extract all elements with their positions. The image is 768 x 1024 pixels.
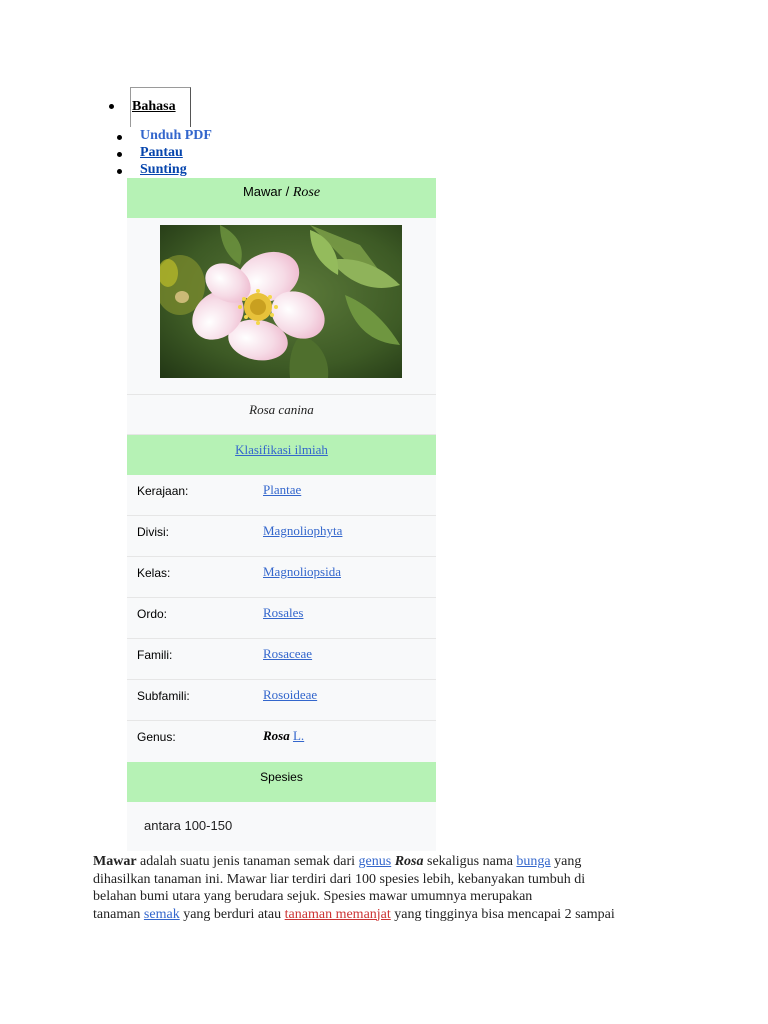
text: yang	[550, 854, 582, 869]
image-caption: Rosa canina	[249, 402, 314, 417]
genus-author-link[interactable]: L.	[292, 728, 305, 743]
paragraph-line: belahan bumi utara yang berudara sejuk. Spesies mawar umumnya merupakan	[93, 889, 533, 904]
species-header: Spesies	[260, 770, 303, 784]
text: yang berduri atau	[179, 906, 285, 922]
row-value-kingdom-link[interactable]: Plantae	[263, 482, 302, 497]
row-value-order-link[interactable]: Rosales	[263, 605, 304, 620]
paragraph-line	[93, 853, 683, 871]
divider	[127, 597, 436, 598]
article-paragraph	[93, 853, 683, 923]
row-label-genus: Genus:	[137, 730, 176, 744]
row-value-genus	[263, 728, 304, 744]
paragraph-line: dihasilkan tanaman ini. Mawar liar terdiri dari 100 spesies lebih, kebanyakan tumbuh di	[93, 871, 586, 887]
divider	[127, 394, 436, 395]
row-label-family: Famili:	[137, 648, 173, 662]
divider	[127, 679, 436, 680]
row-value-subfamily-link[interactable]: Rosoideae	[263, 687, 318, 702]
taxobox	[127, 178, 436, 851]
species-value: antara 100-150	[144, 818, 233, 833]
row-label-order: Ordo:	[137, 607, 168, 621]
row-label-subfamily: Subfamili:	[137, 689, 190, 703]
rosa-canina-image	[160, 225, 402, 378]
bunga-link[interactable]: bunga	[516, 854, 551, 869]
rosa-term: Rosa	[394, 854, 424, 869]
genus-name: Rosa	[263, 728, 290, 743]
genus-link[interactable]: genus	[358, 854, 392, 869]
download-pdf-link[interactable]: Unduh PDF	[140, 128, 212, 143]
row-value-family-link[interactable]: Rosaceae	[263, 646, 313, 661]
article-term: Mawar	[93, 854, 137, 869]
infobox-title	[127, 184, 436, 201]
list-bullet	[117, 169, 122, 174]
paragraph-line	[93, 906, 683, 924]
classification-header-link[interactable]: Klasifikasi ilmiah	[235, 442, 328, 457]
edit-link[interactable]: Sunting	[140, 162, 187, 177]
infobox-title-latin: Rose	[292, 185, 321, 200]
infobox-title-common: Mawar /	[242, 184, 293, 199]
row-value-division-link[interactable]: Magnoliophyta	[263, 523, 343, 538]
watch-link[interactable]: Pantau	[140, 145, 183, 160]
semak-link[interactable]: semak	[143, 906, 180, 922]
text: sekaligus nama	[423, 854, 517, 869]
text: yang tingginya bisa mencapai 2 sampai	[390, 906, 615, 922]
row-value-class-link[interactable]: Magnoliopsida	[263, 564, 341, 579]
row-label-class: Kelas:	[137, 566, 171, 580]
rose-photo[interactable]	[160, 225, 402, 378]
list-bullet	[117, 152, 122, 157]
tanaman-memanjat-redlink[interactable]: tanaman memanjat	[284, 906, 391, 922]
text: tanaman	[93, 906, 144, 922]
text: adalah suatu jenis tanaman semak dari	[136, 854, 359, 869]
divider	[127, 556, 436, 557]
infobox-title-bar	[127, 178, 436, 218]
language-button[interactable]: Bahasa	[132, 99, 176, 114]
divider	[127, 515, 436, 516]
divider	[127, 638, 436, 639]
row-label-division: Divisi:	[137, 525, 169, 539]
row-label-kingdom: Kerajaan:	[137, 484, 189, 498]
list-bullet	[109, 104, 114, 109]
list-bullet	[117, 135, 122, 140]
divider	[127, 720, 436, 721]
